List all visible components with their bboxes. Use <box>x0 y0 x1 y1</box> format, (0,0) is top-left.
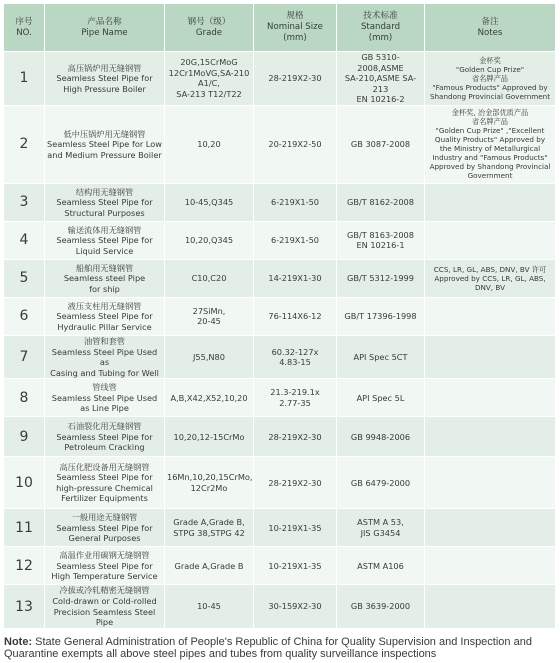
cell-standard <box>337 509 425 547</box>
cell-grade <box>165 297 254 335</box>
cell-pipe-name-line: Seamless steel Pipe <box>63 273 146 284</box>
cell-notes-line: the Ministry of Metallurgical <box>439 144 541 154</box>
cell-grade-line: STPG 38,STPG 42 <box>173 527 245 538</box>
cell-pipe-name-line: Seamless Steel Pipe Used as <box>51 346 158 368</box>
cell-nominal-size-line: 60.32-127x <box>271 346 319 357</box>
cell-nominal-size-line: 30-159X2-30 <box>268 601 322 612</box>
cell-pipe-name-line: Hydraulic Pillar Service <box>57 321 152 332</box>
cell-standard <box>337 183 425 221</box>
cell-notes <box>425 457 556 509</box>
cell-nominal-size-line: 6-219X1-50 <box>271 197 319 208</box>
cell-notes <box>425 379 556 417</box>
cell-notes-line: Quality Products" Approved by <box>434 135 546 145</box>
cell-grade-line: Grade A,Grade B, <box>173 517 245 528</box>
cell-pipe-name <box>45 259 165 297</box>
cell-notes <box>425 585 556 628</box>
cell-no: 13 <box>4 585 45 628</box>
cell-grade-line: 20-45 <box>197 316 221 327</box>
cell-standard-line: API Spec 5CT <box>353 351 408 362</box>
cell-nominal-size-line: 4.83-15 <box>279 357 311 368</box>
cell-nominal-size <box>254 457 337 509</box>
table-row <box>4 52 556 106</box>
cell-grade-line: 20G,15CrMoG <box>180 57 238 68</box>
cell-nominal-size <box>254 547 337 585</box>
cell-pipe-name-line: 冷拔或冷轧精密无缝钢管 <box>59 585 150 596</box>
cell-pipe-name-line: Cold-drawn or Cold-rolled <box>52 595 157 606</box>
table-row <box>4 221 556 259</box>
cell-standard <box>337 105 425 183</box>
table-row <box>4 297 556 335</box>
cell-pipe-name <box>45 183 165 221</box>
cell-grade <box>165 335 254 378</box>
table-row <box>4 335 556 378</box>
cell-pipe-name <box>45 585 165 628</box>
cell-standard-line: GB 5310-2008,ASME <box>357 52 404 73</box>
cell-standard-line: GB 3639-2000 <box>350 601 411 612</box>
cell-notes-line: DNV, BV <box>474 282 506 292</box>
cell-notes-line: Government <box>467 171 513 181</box>
cell-grade <box>165 547 254 585</box>
cell-nominal-size-line: 28-219X2-30 <box>268 431 322 442</box>
cell-notes <box>425 221 556 259</box>
cell-pipe-name-line: Seamless Steel Pipe for <box>56 560 153 571</box>
cell-notes <box>425 183 556 221</box>
cell-standard <box>337 297 425 335</box>
cell-grade-line: J55,N80 <box>193 351 225 362</box>
cell-nominal-size <box>254 183 337 221</box>
cell-standard-line: ASTM A 53, <box>357 517 404 528</box>
cell-grade-line: 12Cr2Mo <box>190 482 228 493</box>
cell-pipe-name <box>45 509 165 547</box>
cell-nominal-size <box>254 585 337 628</box>
cell-nominal-size <box>254 379 337 417</box>
cell-no: 10 <box>4 457 45 509</box>
cell-notes <box>425 259 556 297</box>
cell-no: 11 <box>4 509 45 547</box>
cell-standard-line: SA-210,ASME SA-213 <box>344 73 417 94</box>
cell-grade-line: 16Mn,10,20,15CrMo, <box>167 472 253 483</box>
cell-notes <box>425 297 556 335</box>
cell-pipe-name <box>45 335 165 378</box>
cell-nominal-size <box>254 221 337 259</box>
cell-pipe-name <box>45 221 165 259</box>
cell-pipe-name-line: high-pressure Chemical <box>56 482 153 493</box>
table-row <box>4 379 556 417</box>
cell-grade-line: 12Cr1MoVG,SA-210 A1/C, <box>168 67 250 89</box>
header-notes: 备注 Notes <box>425 4 556 52</box>
cell-pipe-name-line: 石油裂化用无缝钢管 <box>67 420 142 431</box>
cell-standard-line: GB/T 8163-2008 <box>347 229 414 240</box>
steel-pipe-table <box>3 3 556 629</box>
cell-notes-line: "Famous Products" Approved by <box>432 82 548 92</box>
cell-no: 7 <box>4 335 45 378</box>
cell-nominal-size-line: 28-219X2-30 <box>268 73 322 84</box>
cell-pipe-name-line: Seamless Steel Pipe Used <box>51 392 158 403</box>
cell-notes-line: CCS, LR, GL, ABS, DNV, BV 许可 <box>433 264 547 274</box>
cell-grade <box>165 52 254 106</box>
cell-nominal-size <box>254 259 337 297</box>
cell-notes-line: 省名牌产品 <box>472 73 508 83</box>
cell-grade <box>165 417 254 457</box>
cell-nominal-size-line: 14-219X1-30 <box>268 273 322 284</box>
cell-pipe-name <box>45 105 165 183</box>
cell-standard-line: JIS G3454 <box>360 527 401 538</box>
cell-pipe-name-line: 输送流体用无缝钢管 <box>67 224 142 235</box>
cell-grade <box>165 457 254 509</box>
header-grade: 钢号（级） Grade <box>165 4 254 52</box>
cell-pipe-name-line: Casing and Tubing for Well <box>50 367 159 378</box>
cell-notes <box>425 335 556 378</box>
cell-pipe-name-line: for ship <box>89 283 120 294</box>
cell-standard <box>337 259 425 297</box>
cell-pipe-name <box>45 52 165 106</box>
header-no: 序号 NO. <box>4 4 45 52</box>
cell-pipe-name-line: 管线管 <box>92 381 117 392</box>
cell-notes-line: 省名牌产品 <box>472 117 508 127</box>
cell-nominal-size <box>254 417 337 457</box>
cell-grade <box>165 221 254 259</box>
cell-nominal-size-line: 21.3-219.1x <box>270 387 320 398</box>
cell-notes-line: Shandong Provincial Government <box>429 91 551 101</box>
cell-pipe-name-line: 船舶用无缝钢管 <box>75 262 134 273</box>
cell-notes-line: Approved by CCS, LR, GL, ABS, <box>434 273 546 283</box>
cell-notes-line: 金杯奖 <box>479 55 501 65</box>
cell-notes <box>425 509 556 547</box>
cell-nominal-size-line: 6-219X1-50 <box>271 235 319 246</box>
cell-pipe-name-line: General Purposes <box>68 533 141 544</box>
cell-pipe-name-line: 低中压锅炉用无缝钢管 <box>63 128 146 139</box>
table-body <box>4 52 556 629</box>
cell-pipe-name-line: 高压化肥设备用无缝钢管 <box>59 461 150 472</box>
cell-grade-line: A,B,X42,X52,10,20 <box>170 392 248 403</box>
cell-nominal-size <box>254 105 337 183</box>
cell-notes-line: "Golden Cup Prize" <box>455 64 525 74</box>
cell-pipe-name-line: Seamless Steel Pipe for <box>56 522 153 533</box>
cell-pipe-name-line: 高温作业用碳钢无缝钢管 <box>59 549 150 560</box>
table-row <box>4 259 556 297</box>
cell-grade <box>165 379 254 417</box>
cell-grade-line: 10-45 <box>197 601 221 612</box>
cell-no: 3 <box>4 183 45 221</box>
cell-nominal-size-line: 20-219X2-50 <box>268 139 322 150</box>
cell-nominal-size-line: 28-219X2-30 <box>268 477 322 488</box>
cell-no: 8 <box>4 379 45 417</box>
cell-nominal-size <box>254 335 337 378</box>
cell-no: 9 <box>4 417 45 457</box>
cell-pipe-name-line: Seamless Steel Pipe for <box>56 235 153 246</box>
cell-nominal-size <box>254 509 337 547</box>
cell-standard <box>337 547 425 585</box>
cell-notes <box>425 105 556 183</box>
cell-grade <box>165 105 254 183</box>
cell-pipe-name-line: Petroleum Cracking <box>64 442 145 453</box>
cell-pipe-name-line: Seamless Steel Pipe for <box>56 197 153 208</box>
cell-pipe-name <box>45 547 165 585</box>
cell-notes-line: Industry and "Famous Products" <box>432 153 548 163</box>
cell-nominal-size-line: 2.77-35 <box>279 397 311 408</box>
cell-pipe-name-line: Structural Purposes <box>64 207 145 218</box>
cell-pipe-name-line: 一般用途无缝钢管 <box>71 511 138 522</box>
cell-pipe-name-line: Seamless Steel Pipe for Low <box>47 139 162 150</box>
cell-nominal-size-line: 10-219X1-35 <box>268 522 322 533</box>
cell-notes-line: Approved by Shandong Provincial <box>429 162 551 172</box>
cell-standard-line: ASTM A106 <box>357 560 404 571</box>
cell-grade <box>165 183 254 221</box>
header-nominal-size: 规格 Nominal Size (mm) <box>254 4 337 52</box>
cell-pipe-name-line: as Line Pipe <box>80 403 129 414</box>
cell-grade-line: 10,20,12-15CrMo <box>173 431 245 442</box>
cell-pipe-name-line: Seamless Steel Pipe for <box>56 311 153 322</box>
cell-standard <box>337 585 425 628</box>
table-row <box>4 585 556 628</box>
cell-no: 1 <box>4 52 45 106</box>
cell-standard <box>337 379 425 417</box>
cell-standard <box>337 52 425 106</box>
cell-pipe-name-line: Fertilizer Equipments <box>61 493 148 504</box>
cell-standard-line: GB 6479-2000 <box>350 477 411 488</box>
cell-pipe-name-line: High Pressure Boiler <box>63 83 146 94</box>
cell-standard <box>337 417 425 457</box>
table-row <box>4 105 556 183</box>
cell-notes-line: "Golden Cup Prize" ,"Excellent <box>435 126 545 136</box>
cell-nominal-size <box>254 297 337 335</box>
cell-grade <box>165 509 254 547</box>
cell-pipe-name-line: 高压锅炉用无缝钢管 <box>67 62 142 73</box>
note-label: Note: <box>4 635 33 648</box>
cell-standard-line: EN 10216-1 <box>356 240 405 251</box>
table-row <box>4 509 556 547</box>
cell-grade-line: SA-213 T12/T22 <box>176 89 242 100</box>
cell-pipe-name-line: Liquid Service <box>75 245 134 256</box>
cell-notes-line: 金杯奖, 冶金部优质产品 <box>451 108 529 118</box>
table-row <box>4 183 556 221</box>
cell-grade-line: 27SiMn, <box>192 305 226 316</box>
cell-standard <box>337 457 425 509</box>
cell-pipe-name-line: Seamless Steel Pipe for <box>56 73 153 84</box>
header-pipe-name: 产品名称 Pipe Name <box>45 4 165 52</box>
cell-grade-line: Grade A,Grade B <box>174 560 244 571</box>
cell-pipe-name <box>45 417 165 457</box>
cell-standard-line: GB 3087-2008 <box>350 139 411 150</box>
cell-grade-line: C10,C20 <box>191 273 227 284</box>
cell-no: 6 <box>4 297 45 335</box>
header-standard: 技术标准 Standard (mm) <box>337 4 425 52</box>
cell-standard <box>337 221 425 259</box>
cell-no: 4 <box>4 221 45 259</box>
cell-grade <box>165 585 254 628</box>
cell-standard-line: EN 10216-2 <box>356 94 405 105</box>
table-row <box>4 457 556 509</box>
cell-pipe-name <box>45 457 165 509</box>
cell-notes <box>425 417 556 457</box>
cell-standard-line: GB/T 5312-1999 <box>347 273 414 284</box>
cell-no: 2 <box>4 105 45 183</box>
cell-standard-line: API Spec 5L <box>356 392 405 403</box>
cell-pipe-name-line: 结构用无缝钢管 <box>75 186 134 197</box>
cell-grade-line: 10,20 <box>197 139 221 150</box>
cell-pipe-name-line: Seamless Steel Pipe for <box>56 431 153 442</box>
cell-nominal-size-line: 76-114X6-12 <box>268 311 322 322</box>
cell-pipe-name-line: High Temperature Service <box>51 571 158 582</box>
cell-pipe-name-line: Precision Seamless Steel Pipe <box>53 606 156 628</box>
cell-nominal-size-line: 10-219X1-35 <box>268 560 322 571</box>
cell-standard-line: GB/T 8162-2008 <box>347 197 414 208</box>
cell-no: 5 <box>4 259 45 297</box>
cell-pipe-name-line: 油管和套管 <box>84 335 125 346</box>
cell-pipe-name <box>45 297 165 335</box>
cell-standard-line: GB 9948-2006 <box>350 431 411 442</box>
table-header-row <box>4 4 556 52</box>
table-row <box>4 417 556 457</box>
cell-notes <box>425 547 556 585</box>
cell-standard <box>337 335 425 378</box>
cell-standard-line: GB/T 17396-1998 <box>344 311 417 322</box>
note-text: State General Administration of People's Republic of China for Quality Supervision and Inspection and Quarantine exempts all above steel pipes and tubes from quality surveillance inspections <box>4 635 532 660</box>
table-row <box>4 547 556 585</box>
cell-grade-line: 10-45,Q345 <box>184 197 234 208</box>
cell-pipe-name-line: 液压支柱用无缝钢管 <box>67 300 142 311</box>
cell-pipe-name <box>45 379 165 417</box>
cell-nominal-size <box>254 52 337 106</box>
cell-no: 12 <box>4 547 45 585</box>
cell-pipe-name-line: Seamless Steel Pipe for <box>56 472 153 483</box>
cell-grade <box>165 259 254 297</box>
cell-pipe-name-line: and Medium Pressure Boiler <box>47 149 162 160</box>
cell-grade-line: 10,20,Q345 <box>184 235 234 246</box>
footer-note <box>4 636 552 660</box>
cell-notes <box>425 52 556 106</box>
